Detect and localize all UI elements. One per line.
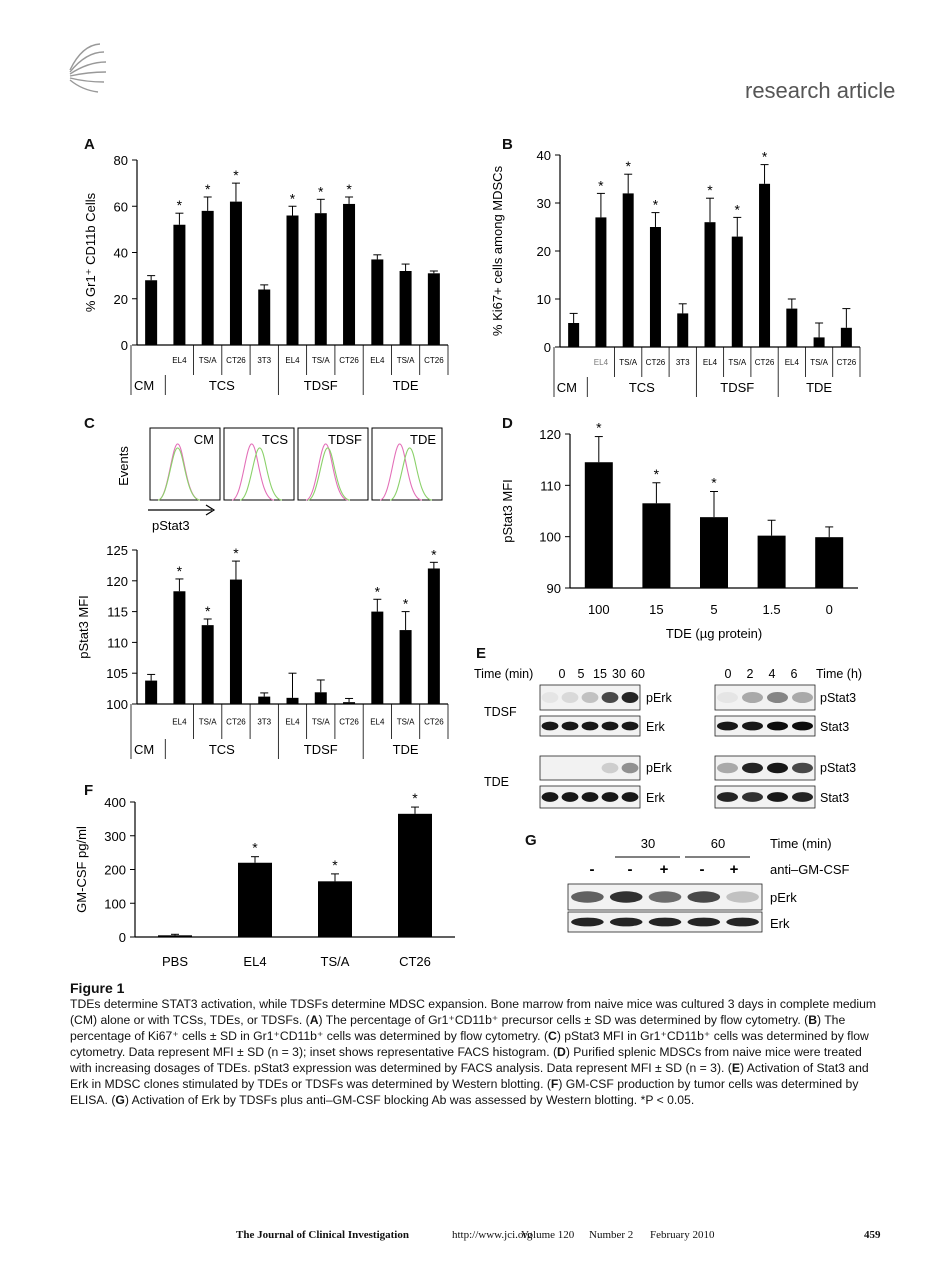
caption-part: D — [557, 1045, 566, 1059]
band — [767, 763, 788, 774]
group-label: TDSF — [720, 380, 755, 395]
bar — [398, 814, 432, 937]
y-axis-label: pStat3 MFI — [500, 479, 515, 543]
bar — [173, 591, 185, 704]
bar — [202, 625, 214, 704]
bar — [173, 225, 185, 345]
y-tick-label: 120 — [539, 427, 561, 442]
g-band-label: pErk — [770, 890, 797, 905]
category-label: CT26 — [226, 717, 246, 727]
bar — [759, 184, 770, 347]
bar — [841, 328, 852, 347]
band — [767, 692, 788, 703]
band — [717, 763, 738, 774]
band — [582, 692, 599, 703]
bar — [568, 323, 579, 347]
group-label: TDE — [392, 378, 419, 393]
panel-c-histograms — [100, 420, 480, 538]
bar — [814, 337, 825, 347]
x-tick-label: PBS — [161, 954, 189, 969]
g-time-value: 60 — [710, 836, 726, 851]
category-label: EL4 — [784, 358, 799, 367]
figure-caption — [70, 996, 882, 1108]
y-tick-label: 80 — [113, 153, 128, 168]
bar — [400, 271, 412, 345]
g-band-label: Erk — [770, 916, 790, 931]
y-tick-label: 100 — [539, 529, 561, 545]
e-right-time: 4 — [768, 667, 776, 681]
category-label: 3T3 — [257, 356, 272, 365]
panel-g-blots — [560, 832, 890, 942]
bar — [650, 227, 661, 347]
g-time-label: Time (min) — [770, 836, 832, 851]
band — [542, 722, 559, 731]
category-label: CT26 — [424, 717, 444, 727]
category-label: TS/A — [810, 358, 828, 367]
significance-star: * — [204, 181, 211, 197]
caption-part: TDEs determine STAT3 activation, while TDSFs determine MDSC expansion. Bone marrow from naive mice was cultured 3 days in complete medium (CM) alone or with TCSs, TDEs, or TDSFs. ( — [70, 997, 877, 1027]
bar — [258, 697, 270, 704]
panel-a-chart — [60, 145, 480, 413]
bar — [595, 217, 606, 347]
significance-star: * — [761, 148, 768, 165]
category-label: 3T3 — [257, 717, 272, 727]
group-label: TCS — [628, 380, 655, 395]
caption-part: ) GM-CSF production by tumor cells was determined by ELISA. ( — [70, 1077, 859, 1107]
y-tick-label: 0 — [543, 340, 551, 355]
x-tick-label: 100 — [587, 602, 610, 617]
category-label: TS/A — [311, 356, 330, 365]
category-label: CT26 — [424, 356, 444, 365]
x-axis-label: TDE (µg protein) — [665, 626, 763, 641]
y-axis-label: % Gr1⁺ CD11b Cells — [83, 192, 98, 313]
bar — [585, 462, 613, 588]
bar — [315, 213, 327, 345]
significance-star: * — [596, 420, 602, 436]
category-label: TS/A — [311, 717, 330, 727]
category-label: TS/A — [198, 717, 217, 727]
significance-star: * — [625, 158, 631, 175]
bar — [230, 580, 242, 704]
significance-star: * — [176, 562, 183, 579]
g-sign: - — [699, 861, 705, 878]
e-left-time: 30 — [612, 667, 626, 681]
y-tick-label: 120 — [106, 573, 128, 589]
x-tick-label: EL4 — [243, 954, 267, 969]
x-tick-label: 1.5 — [762, 602, 781, 617]
category-label: CT26 — [754, 358, 775, 367]
bar — [371, 612, 383, 704]
band — [562, 792, 579, 802]
panel-letter-e: E — [476, 645, 487, 662]
group-label: CM — [133, 742, 155, 757]
category-label: EL4 — [285, 356, 300, 365]
panel-d-chart — [490, 420, 880, 645]
caption-part: ) Activation of Stat3 and Erk in MDSC clones stimulated by TDEs or TDSFs was determined by Western blotting. ( — [70, 1061, 869, 1091]
panel-letter-b: B — [502, 136, 513, 153]
y-tick-label: 10 — [536, 292, 551, 307]
panel-f-chart — [60, 790, 460, 975]
band — [717, 692, 738, 703]
band — [742, 722, 763, 731]
band — [792, 722, 813, 731]
footer-volume: Volume 120 — [521, 1229, 575, 1241]
panel-letter-g: G — [525, 832, 537, 849]
caption-part: G — [115, 1093, 125, 1107]
y-tick-label: 110 — [540, 478, 561, 494]
g-sign: - — [589, 861, 595, 878]
e-band-label: Stat3 — [820, 791, 850, 805]
y-axis-label: % Ki67+ cells among MDSCs — [490, 165, 505, 337]
hist-x-label: pStat3 — [152, 518, 190, 533]
significance-star: * — [252, 839, 258, 856]
e-right-time: 0 — [724, 667, 732, 681]
y-tick-label: 60 — [113, 199, 128, 215]
group-label: TDE — [806, 380, 833, 395]
e-left-time: 5 — [577, 667, 585, 681]
category-label: EL4 — [172, 356, 187, 365]
bar — [238, 863, 272, 937]
histogram-title: TCS — [262, 432, 288, 447]
bar — [371, 259, 383, 345]
significance-star: * — [707, 182, 713, 199]
category-label: CT26 — [645, 358, 666, 367]
y-tick-label: 20 — [113, 291, 128, 307]
caption-part: F — [550, 1077, 559, 1091]
significance-star: * — [176, 197, 183, 214]
e-band-label: Erk — [646, 791, 665, 805]
caption-part: ) Purified splenic MDSCs from naive mice were treated with increasing dosages of TDEs. pStat3 expression was determined by FACS analysis. Data represent MFI ± SD (n = 3). ( — [70, 1045, 862, 1075]
category-label: TS/A — [396, 356, 415, 365]
bar — [623, 193, 634, 347]
y-tick-label: 40 — [536, 148, 551, 163]
caption-part: A — [309, 1013, 319, 1027]
band — [622, 722, 639, 731]
band — [792, 763, 813, 774]
band — [649, 891, 682, 902]
band — [582, 792, 599, 802]
y-tick-label: 100 — [106, 697, 128, 712]
g-time-value: 30 — [640, 836, 656, 851]
significance-star: * — [653, 465, 660, 482]
footer-page: 459 — [864, 1229, 881, 1241]
band — [792, 792, 813, 802]
significance-star: * — [233, 545, 239, 562]
category-label: TS/A — [728, 358, 747, 367]
y-tick-label: 300 — [104, 828, 126, 844]
bar — [145, 280, 157, 345]
significance-star: * — [289, 190, 296, 207]
footer-number: Number 2 — [589, 1229, 634, 1241]
bar — [732, 237, 743, 347]
category-label: EL4 — [593, 358, 609, 367]
caption-part: C — [548, 1029, 557, 1043]
y-axis-label: GM-CSF pg/ml — [74, 826, 89, 913]
bar — [145, 681, 157, 704]
band — [622, 763, 639, 774]
band — [562, 722, 579, 731]
band — [602, 692, 619, 703]
band — [602, 792, 619, 802]
band — [562, 692, 579, 703]
g-sign: - — [627, 861, 633, 878]
bar — [287, 698, 299, 704]
significance-star: * — [204, 602, 211, 619]
significance-star: * — [652, 196, 659, 213]
significance-star: * — [402, 595, 409, 612]
e-band-label: Erk — [646, 720, 665, 734]
bar — [815, 537, 843, 588]
e-left-time: 15 — [593, 667, 607, 681]
y-tick-label: 105 — [106, 666, 128, 682]
bar — [230, 202, 242, 345]
band — [542, 792, 559, 802]
band — [767, 722, 788, 731]
category-label: EL4 — [370, 356, 385, 365]
group-label: CM — [556, 380, 577, 395]
category-label: TS/A — [396, 717, 415, 727]
category-label: EL4 — [702, 358, 718, 367]
caption-part: ) The percentage of Gr1⁺CD11b⁺ precursor cells ± SD was determined by flow cytometry. ( — [318, 1013, 809, 1027]
bar — [258, 290, 270, 346]
band — [610, 891, 643, 902]
y-tick-label: 100 — [104, 896, 126, 912]
panel-letter-c: C — [84, 415, 95, 432]
category-label: TS/A — [619, 358, 638, 367]
e-right-time: 2 — [746, 667, 754, 681]
significance-star: * — [318, 183, 324, 200]
y-tick-label: 40 — [113, 245, 128, 261]
bar — [700, 517, 728, 588]
jci-logo-icon — [62, 40, 112, 95]
bar — [758, 536, 786, 588]
band — [742, 692, 763, 703]
bar — [642, 503, 670, 588]
category-label: 3T3 — [675, 358, 690, 367]
y-tick-label: 110 — [107, 635, 128, 651]
bar — [158, 935, 192, 937]
band — [622, 692, 639, 703]
significance-star: * — [332, 856, 338, 873]
bar — [677, 313, 688, 347]
footer-date: February 2010 — [650, 1229, 715, 1241]
panel-c-chart — [60, 540, 480, 770]
caption-part: E — [731, 1061, 740, 1075]
e-band-label: pStat3 — [820, 761, 857, 775]
significance-star: * — [233, 167, 239, 184]
e-row-label: TDE — [484, 775, 509, 789]
significance-star: * — [711, 474, 717, 491]
band — [717, 792, 738, 802]
group-label: CM — [133, 378, 155, 393]
hist-y-label: Events — [116, 446, 131, 486]
band — [742, 792, 763, 802]
category-label: CT26 — [339, 356, 359, 365]
e-band-label: pStat3 — [820, 691, 857, 705]
histogram-title: TDSF — [328, 432, 362, 447]
section-label: research article — [745, 78, 896, 103]
footer-url[interactable]: http://www.jci.org — [452, 1229, 533, 1241]
y-tick-label: 115 — [107, 604, 128, 620]
bar — [343, 204, 355, 345]
group-label: TDSF — [303, 742, 338, 757]
band — [582, 722, 599, 731]
band — [571, 918, 604, 927]
g-sign: + — [729, 861, 739, 878]
x-tick-label: CT26 — [399, 954, 431, 969]
band — [717, 722, 738, 731]
group-label: TCS — [208, 378, 235, 393]
caption-part: ) Activation of Erk by TDSFs plus anti–GM-CSF blocking Ab was assessed by Western blotting. *P < 0.05. — [124, 1093, 695, 1107]
band — [688, 891, 721, 902]
band — [767, 792, 788, 802]
band — [571, 891, 604, 902]
panel-b-chart — [480, 145, 880, 413]
significance-star: * — [412, 790, 418, 807]
e-band-label: pErk — [646, 691, 672, 705]
g-treatment-label: anti–GM-CSF — [770, 862, 850, 877]
panel-letter-f: F — [84, 782, 94, 799]
y-tick-label: 20 — [536, 244, 551, 259]
category-label: EL4 — [285, 717, 300, 727]
group-label: TDE — [392, 742, 419, 757]
bar — [287, 216, 299, 346]
category-label: TS/A — [198, 356, 217, 365]
band — [622, 792, 639, 802]
e-band-label: Stat3 — [820, 720, 850, 734]
panel-e-blots — [470, 660, 880, 815]
category-label: EL4 — [370, 717, 385, 727]
x-tick-label: TS/A — [320, 954, 350, 969]
group-label: TDSF — [303, 378, 338, 393]
bar — [318, 881, 352, 937]
significance-star: * — [598, 177, 604, 194]
band — [688, 918, 721, 927]
band — [610, 918, 643, 927]
band — [602, 722, 619, 731]
e-left-time: 60 — [631, 667, 645, 681]
category-label: CT26 — [836, 358, 857, 367]
bar — [343, 702, 355, 704]
significance-star: * — [346, 181, 352, 197]
caption-part: ) The percentage of Ki67⁺ cells ± SD in Gr1⁺CD11b⁺ cells was determined by flow cytometry. ( — [70, 1013, 846, 1043]
g-sign: + — [659, 861, 669, 878]
histogram-title: CM — [193, 432, 214, 447]
panel-letter-a: A — [84, 136, 95, 153]
bar — [202, 211, 214, 345]
e-row-label: TDSF — [484, 705, 517, 719]
e-right-time: 6 — [790, 667, 798, 681]
significance-star: * — [734, 201, 740, 218]
band — [542, 692, 559, 703]
footer-journal: The Journal of Clinical Investigation — [236, 1229, 409, 1241]
y-tick-label: 90 — [546, 581, 561, 596]
band — [602, 763, 619, 774]
y-axis-label: pStat3 MFI — [76, 595, 91, 659]
figure-title: Figure 1 — [70, 980, 125, 996]
y-tick-label: 400 — [104, 795, 126, 810]
y-tick-label: 125 — [106, 543, 128, 558]
y-tick-label: 200 — [104, 862, 126, 878]
band — [649, 918, 682, 927]
e-right-header: Time (h) — [816, 667, 863, 681]
histogram-title: TDE — [410, 432, 436, 447]
bar — [786, 309, 797, 347]
e-band-label: pErk — [646, 761, 672, 775]
e-left-time: 0 — [558, 667, 566, 681]
group-label: TCS — [208, 742, 235, 757]
band — [742, 763, 763, 774]
band — [726, 891, 759, 902]
category-label: CT26 — [226, 356, 246, 365]
x-tick-label: 15 — [649, 602, 664, 617]
bar — [705, 222, 716, 347]
e-left-header: Time (min) — [474, 667, 534, 681]
bar — [428, 568, 440, 704]
category-label: EL4 — [172, 717, 187, 727]
caption-part: B — [808, 1013, 817, 1027]
category-label: CT26 — [339, 717, 359, 727]
bar — [428, 273, 440, 345]
significance-star: * — [431, 546, 437, 563]
x-tick-label: 5 — [710, 602, 718, 617]
band — [792, 692, 813, 703]
band — [726, 918, 759, 927]
bar — [315, 692, 327, 704]
y-tick-label: 0 — [118, 930, 126, 945]
y-tick-label: 0 — [120, 338, 128, 353]
x-tick-label: 0 — [825, 602, 833, 617]
significance-star: * — [374, 583, 381, 600]
bar — [400, 630, 412, 704]
caption-part: ) pStat3 MFI in Gr1⁺CD11b⁺ cells was determined by flow cytometry. Data represent MFI ± SD (n = 3); inset shows representative FACS histogram. ( — [70, 1029, 869, 1059]
y-tick-label: 30 — [536, 196, 551, 211]
panel-letter-d: D — [502, 415, 513, 432]
